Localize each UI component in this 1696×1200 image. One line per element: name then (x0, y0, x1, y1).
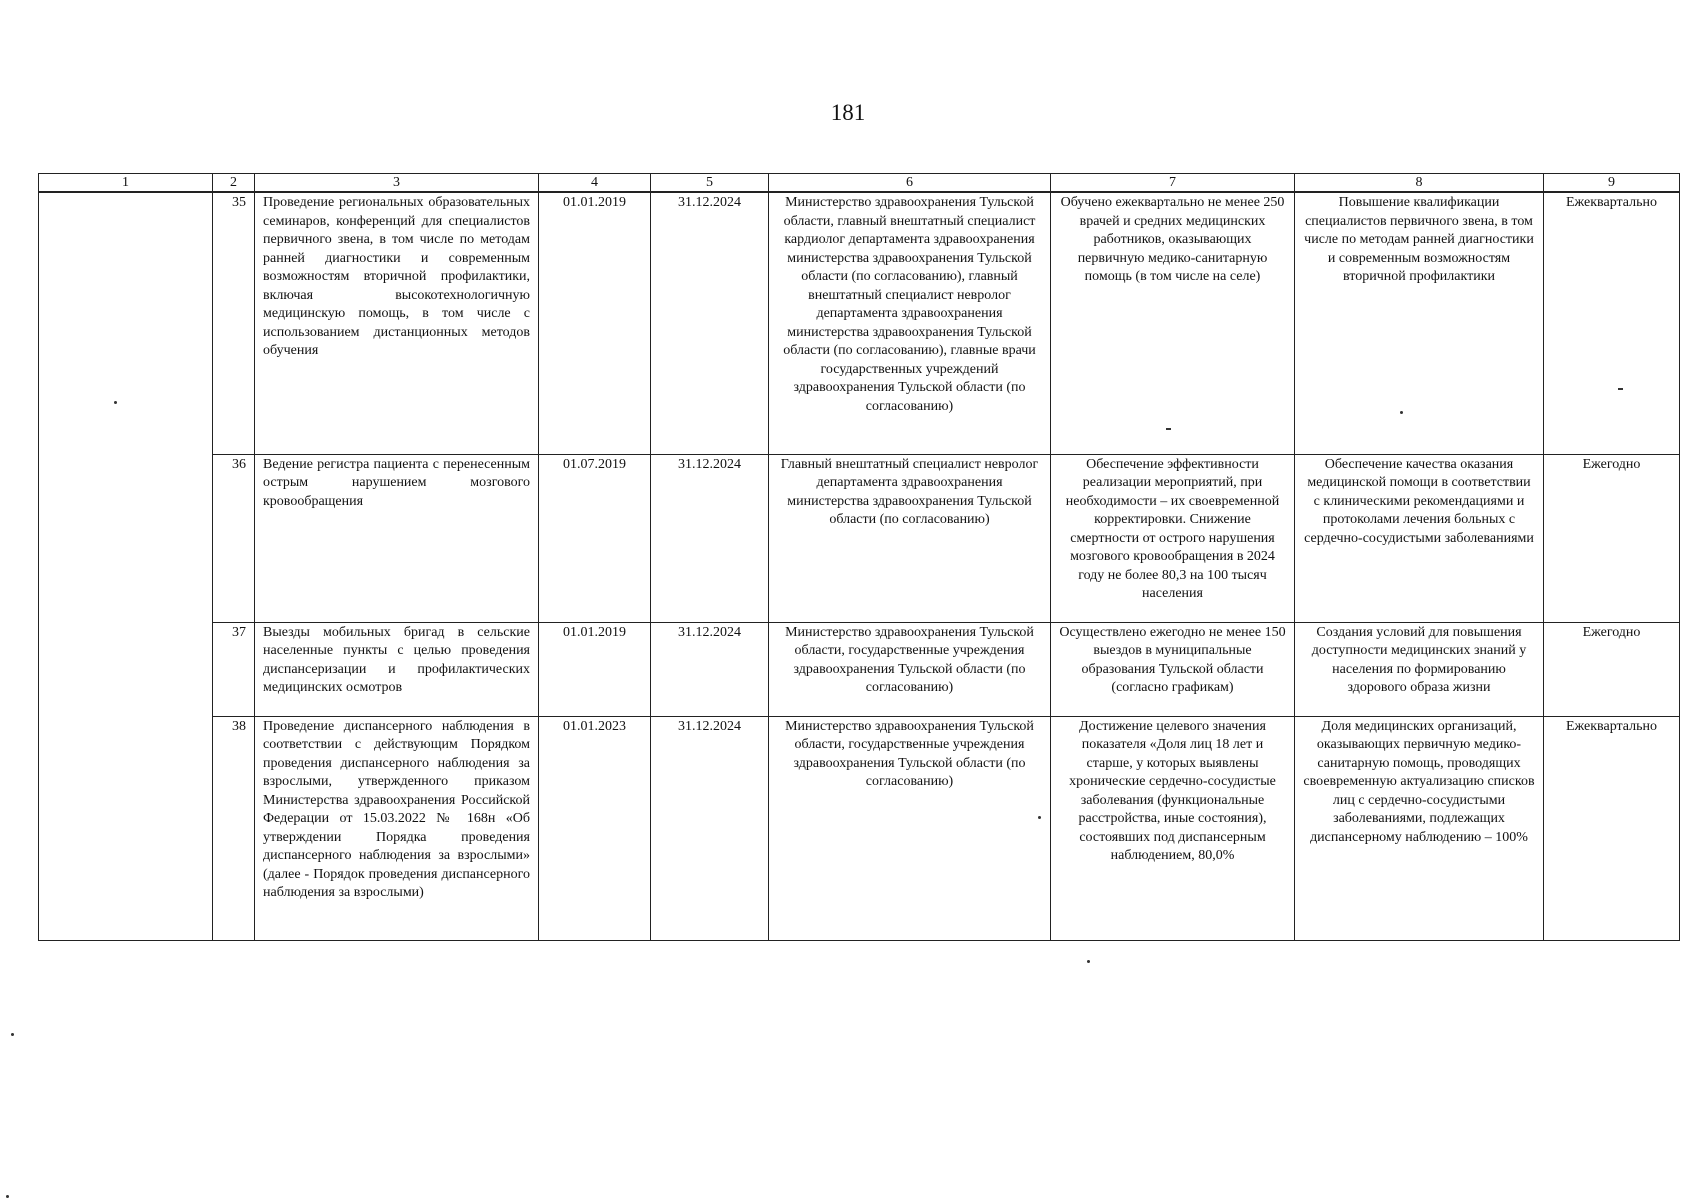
scan-speck (1038, 816, 1041, 819)
frequency: Ежеквартально (1544, 716, 1680, 940)
measure-goal: Создания условий для повышения доступности медицинских знаний у населения по формированию здорового образа жизни (1295, 622, 1544, 716)
section-cell (39, 192, 213, 940)
scan-speck (1087, 960, 1090, 963)
expected-result: Осуществлено ежегодно не менее 150 выездов в муниципальные образования Тульской области (согласно графикам) (1051, 622, 1295, 716)
header-col-5: 5 (651, 174, 769, 193)
header-col-6: 6 (769, 174, 1051, 193)
scan-speck (11, 1033, 14, 1036)
header-col-8: 8 (1295, 174, 1544, 193)
row-number: 36 (213, 454, 255, 622)
header-col-4: 4 (539, 174, 651, 193)
start-date: 01.01.2019 (539, 192, 651, 454)
table-row (39, 454, 1680, 622)
scan-speck (1618, 388, 1623, 390)
page-number: 181 (830, 100, 866, 125)
measure-name: Выезды мобильных бригад в сельские населенные пункты с целью проведения диспансеризации и профилактических медицинских осмотров (255, 622, 539, 716)
end-date: 31.12.2024 (651, 454, 769, 622)
header-col-3: 3 (255, 174, 539, 193)
measure-name: Проведение региональных образовательных семинаров, конференций для специалистов первичного звена, в том числе по методам ранней диагностики и современным возможностям вторичной профилактики, включая высокотехнологичную медицинскую помощь, в том числе с использованием дистанционных методов обучения (255, 192, 539, 454)
scan-speck (6, 1195, 9, 1198)
scan-speck (1166, 428, 1171, 430)
table-row (39, 192, 1680, 454)
expected-result: Обеспечение эффективности реализации мероприятий, при необходимости – их своевременной корректировки. Снижение смертности от острого нарушения мозгового кровообращения в 2024 году не более 80,3 на 100 тысяч населения (1051, 454, 1295, 622)
end-date: 31.12.2024 (651, 192, 769, 454)
frequency: Ежегодно (1544, 454, 1680, 622)
header-col-7: 7 (1051, 174, 1295, 193)
measure-goal: Обеспечение качества оказания медицинской помощи в соответствии с клиническими рекомендациями и протоколами лечения больных с сердечно-сосудистыми заболеваниями (1295, 454, 1544, 622)
expected-result: Обучено ежеквартально не менее 250 врачей и средних медицинских работников, оказывающих первичную медико-санитарную помощь (в том числе на селе) (1051, 192, 1295, 454)
header-col-2: 2 (213, 174, 255, 193)
responsible-executor: Министерство здравоохранения Тульской области, главный внештатный специалист кардиолог департамента здравоохранения министерства здравоохранения Тульской области (по согласованию), главный внештатный специалист невролог департамента здравоохранения министерства здравоохранения Тульской области (по согласованию), главные врачи государственных учреждений здравоохранения Тульской области (по согласованию) (769, 192, 1051, 454)
table-row (39, 716, 1680, 940)
scan-speck (114, 401, 117, 404)
scan-speck (1400, 411, 1403, 414)
measure-goal: Повышение квалификации специалистов первичного звена, в том числе по методам ранней диагностики и современным возможностям вторичной профилактики (1295, 192, 1544, 454)
responsible-executor: Министерство здравоохранения Тульской области, государственные учреждения здравоохранения Тульской области (по согласованию) (769, 716, 1051, 940)
start-date: 01.01.2023 (539, 716, 651, 940)
responsible-executor: Главный внештатный специалист невролог департамента здравоохранения министерства здравоохранения Тульской области (по согласованию) (769, 454, 1051, 622)
header-col-1: 1 (39, 174, 213, 193)
row-number: 38 (213, 716, 255, 940)
frequency: Ежеквартально (1544, 192, 1680, 454)
measure-name: Ведение регистра пациента с перенесенным острым нарушением мозгового кровообращения (255, 454, 539, 622)
table-header-row (39, 174, 1680, 193)
measure-goal: Доля медицинских организаций, оказывающих первичную медико-санитарную помощь, проводящих своевременную актуализацию списков лиц с сердечно-сосудистыми заболеваниями, подлежащих диспансерному наблюдению – 100% (1295, 716, 1544, 940)
row-number: 37 (213, 622, 255, 716)
end-date: 31.12.2024 (651, 716, 769, 940)
row-number: 35 (213, 192, 255, 454)
end-date: 31.12.2024 (651, 622, 769, 716)
responsible-executor: Министерство здравоохранения Тульской области, государственные учреждения здравоохранения Тульской области (по согласованию) (769, 622, 1051, 716)
expected-result: Достижение целевого значения показателя «Доля лиц 18 лет и старше, у которых выявлены хронические сердечно-сосудистые заболевания (функциональные расстройства, иные состояния), состоявших под диспансерным наблюдением, 80,0% (1051, 716, 1295, 940)
header-col-9: 9 (1544, 174, 1680, 193)
measure-name: Проведение диспансерного наблюдения в соответствии с действующим Порядком проведения диспансерного наблюдения за взрослыми, утвержденного приказом Министерства здравоохранения Российской Федерации от 15.03.2022 № 168н «Об утверждении Порядка проведения диспансерного наблюдения за взрослыми» (далее - Порядок проведения диспансерного наблюдения за взрослыми) (255, 716, 539, 940)
measures-table (38, 173, 1680, 941)
frequency: Ежегодно (1544, 622, 1680, 716)
start-date: 01.07.2019 (539, 454, 651, 622)
table-row (39, 622, 1680, 716)
start-date: 01.01.2019 (539, 622, 651, 716)
